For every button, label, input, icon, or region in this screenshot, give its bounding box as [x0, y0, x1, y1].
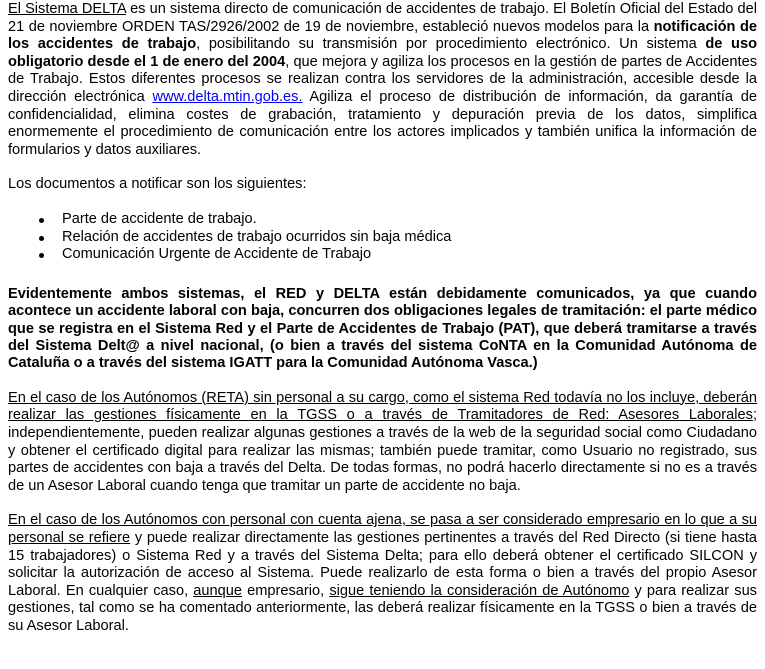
intro-text-3: , que mejora y agiliza los procesos en la gestión de partes de Accidentes de Trabajo. Estos diferentes procesos se realizan contra los servidores de la administración, accesible desde la dirección electrónica	[8, 53, 757, 105]
intro-bold-2: de uso obligatorio desde el 1 de enero del 2004	[8, 36, 757, 70]
ajena-underlined-2: aunque	[193, 582, 242, 599]
intro-text-2: , posibilitando su transmisión por procedimiento electrónico. Un sistema	[196, 36, 706, 53]
documents-list	[8, 211, 757, 264]
intro-text-4: Agiliza el proceso de distribución de información, da garantía de confidencialidad, elimina costes de grabación, tratamiento y depuración previa de los datos, simplifica enormemente el procedimiento de comunicación entre los actores implicados y también unifica la información de formularios y datos auxiliares.	[8, 88, 758, 158]
ajena-text-3: y para realizar sus gestiones, tal como se ha comentado anteriormente, las deberá realizar físicamente en la TGSS o bien a través de su Asesor Laboral.	[8, 582, 757, 634]
ajena-underlined-1: En el caso de los Autónomos con personal con cuenta ajena, se pasa a ser considerado empresario en lo que a su personal se refiere	[8, 512, 757, 546]
intro-paragraph	[8, 1, 757, 159]
reta-text: ; independientemente, pueden realizar algunas gestiones a través de la web de la seguridad social como Ciudadano y obtener el certificado digital para realizar las mismas; también puede tramitar, como Usuario no registrado, sus partes de accidentes con baja a través del Delta. De todas formas, no podrá hacerlo directamente si no es a través de un Asesor Laboral cuando tenga que tramitar un parte de accidente no baja.	[8, 407, 757, 494]
ajena-underlined-3: sigue teniendo la consideración de Autónomo	[329, 582, 630, 599]
documents-lead: Los documentos a notificar son los siguientes:	[8, 176, 307, 193]
ajena-text-2: empresario,	[241, 582, 330, 599]
delta-link[interactable]: www.delta.mtin.gob.es.	[152, 88, 303, 105]
bold-paragraph: Evidentemente ambos sistemas, el RED y DELTA están debidamente comunicados, ya que cuando acontece un accidente laboral con baja, concurren dos obligaciones legales de tramitación: el parte médico que se registra en el Sistema Red y el Parte de Accidentes de Trabajo (PAT), que deberá tramitarse a través del Sistema Delt@ a nivel nacional, (o bien a través del sistema CoNTA en la Comunidad Autónoma de Cataluña o a través del sistema IGATT para la Comunidad Autónoma Vasca.)	[8, 285, 757, 372]
list-item: Parte de accidente de trabajo.	[62, 211, 757, 229]
reta-paragraph	[8, 390, 757, 496]
intro-text-1: es un sistema directo de comunicación de accidentes de trabajo. El Boletín Oficial del Estado del 21 de noviembre ORDEN TAS/2926/2002 de 19 de noviembre, estableció nuevos modelos para la	[8, 1, 757, 35]
list-item: Relación de accidentes de trabajo ocurridos sin baja médica	[62, 229, 757, 247]
reta-underlined: En el caso de los Autónomos (RETA) sin personal a su cargo, como el sistema Red todavía no los incluye, deberán realizar las gestiones físicamente en la TGSS o a través de Tramitadores de Red: Asesores Laborales	[8, 389, 757, 424]
list-item: Comunicación Urgente de Accidente de Trabajo	[62, 246, 757, 264]
ajena-paragraph	[8, 512, 757, 635]
intro-bold-1: notificación de los accidentes de trabajo	[8, 18, 757, 53]
ajena-text-1: y puede realizar directamente las gestiones pertinentes a través del Red Directo (si tiene hasta 15 trabajadores) o Sistema Red y a través del Sistema Delta; para ello deberá obtener el certificado SILCON y solicitar la autorización de acceso al Sistema. Puede realizarlo de esta forma o bien a través del propio Asesor Laboral. En cualquier caso,	[8, 529, 757, 599]
sistema-delta-title: El Sistema DELTA	[8, 1, 126, 17]
